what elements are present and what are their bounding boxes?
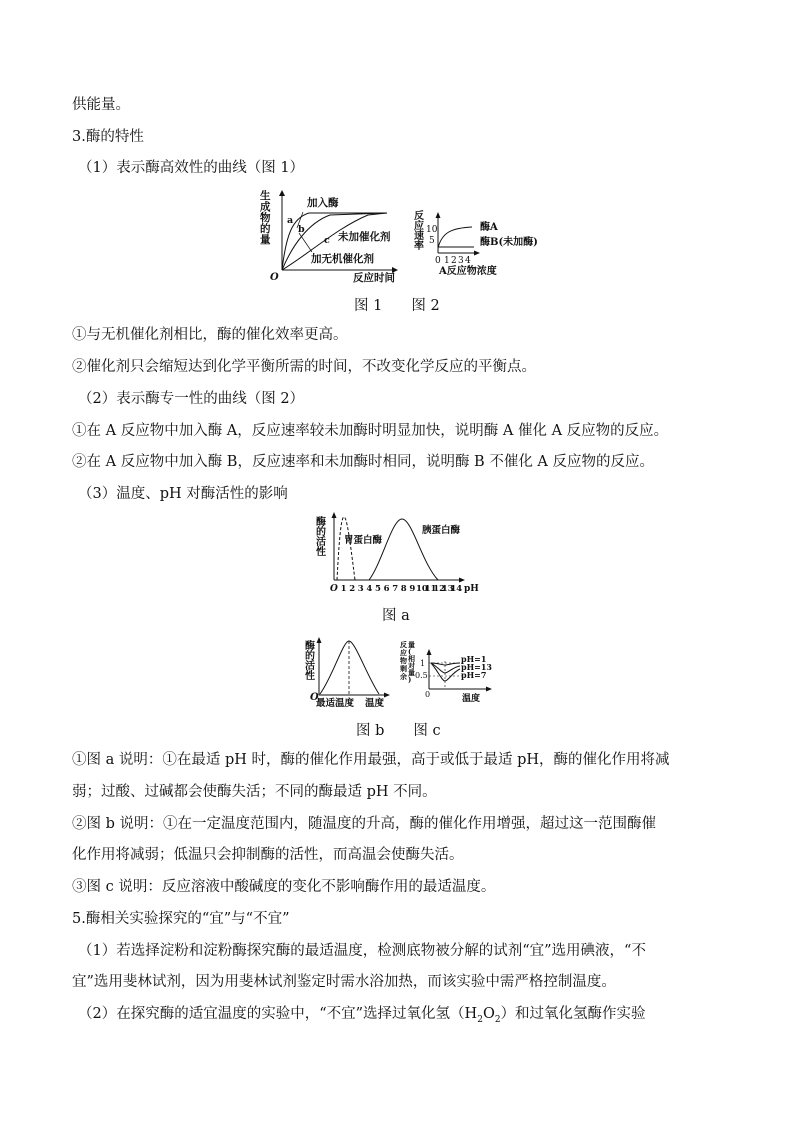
text-line: ②催化剂只会缩短达到化学平衡所需的时间，不改变化学反应的平衡点。 <box>72 359 536 375</box>
fig2-ylabel-char: 反 <box>414 211 424 222</box>
text-segment: ）和过氧化氢酶作实验 <box>500 1006 646 1022</box>
figc-ylabel-char: 应 <box>400 648 407 657</box>
fig2-xtick: 2 <box>451 256 457 266</box>
figc-ylabel-char: 量 <box>408 640 415 649</box>
text-line: ①与无机催化剂相比，酶的催化效率更高。 <box>72 327 348 343</box>
figb-origin: O <box>310 692 319 703</box>
figa-xtick: 5 <box>375 584 381 594</box>
figa-xtick: 3 <box>357 584 364 594</box>
fig2-xtick: 1 <box>444 256 450 266</box>
figa-xtick: 6 <box>383 584 390 594</box>
fig2-xtick: 3 <box>458 256 464 266</box>
fig2-ytick: 5 <box>429 236 435 246</box>
figa-ylabel-char: 酶 <box>316 517 326 528</box>
figa-xticks <box>341 584 463 594</box>
caption-figbc: 图 b 图 c <box>356 723 441 739</box>
text-line: 供能量。 <box>72 97 130 113</box>
figc-ylabel <box>399 640 415 684</box>
fig1-label-none: 未加催化剂 <box>338 231 391 243</box>
fig1-ylabel-char: 物 <box>260 212 271 224</box>
figa-xtick: 1 <box>340 584 347 594</box>
figb-xtick: 最适温度 <box>316 698 355 709</box>
caption-figa: 图 a <box>382 608 410 624</box>
figb-ylabel <box>305 639 315 682</box>
figure-c <box>398 639 498 709</box>
fig1-curve-b: b <box>298 224 305 235</box>
figa-label-trypsin: 胰蛋白酶 <box>422 525 461 536</box>
fig2-ylabel-char: 应 <box>414 221 424 232</box>
figc-ylabel-char: 物 <box>400 656 407 665</box>
fig1-label-enzyme: 加入酶 <box>307 197 339 209</box>
fig2-ylabel-char: 速 <box>414 231 424 242</box>
figa-ylabel <box>316 515 326 558</box>
fig1-curve-a: a <box>287 215 294 226</box>
figa-ylabel-char: 的 <box>316 527 326 538</box>
text-line: 宜”选用斐林试剂，因为用斐林试剂鉴定时需水浴加热，而该实验中需严格控制温度。 <box>72 974 616 990</box>
figa-xtick: 9 <box>409 584 416 594</box>
text-line <box>78 1004 646 1030</box>
figa-xtick: 14 <box>450 584 463 594</box>
figa-xtick: 4 <box>366 584 373 594</box>
figc-series-label: pH=7 <box>461 670 487 680</box>
text-segment: （2）在探究酶的适宜温度的实验中，“不宜”选择过氧化氢（H <box>78 1006 478 1022</box>
figb-ylabel-char: 性 <box>305 671 315 682</box>
fig1-label-inorganic: 加无机催化剂 <box>311 253 374 265</box>
figc-ytick: 0.5 <box>415 671 428 680</box>
figb-ylabel-char: 活 <box>305 661 315 672</box>
figc-series-label: pH=13 <box>461 662 492 672</box>
figb-ylabel-char: 的 <box>305 651 315 662</box>
figc-ylabel-char: 反 <box>400 640 407 649</box>
figa-xtick: 10 <box>416 584 428 594</box>
section-heading: 3.酶的特性 <box>72 129 144 145</box>
fig1-ylabel <box>260 189 271 246</box>
fig1-ylabel-char: 生 <box>260 190 271 202</box>
fig1-ylabel-char: 量 <box>260 234 271 246</box>
figc-xlabel: 温度 <box>462 694 481 704</box>
fig1-ylabel-char: 成 <box>260 201 271 213</box>
figa-xtick: 8 <box>400 584 407 594</box>
figa-xtick: 11 <box>424 584 437 594</box>
subsection-heading: （2）表示酶专一性的曲线（图 2） <box>78 391 305 407</box>
text-line: ①在 A 反应物中加入酶 A，反应速率较未加酶时明显加快，说明酶 A 催化 A 反应物的反应。 <box>72 423 669 439</box>
figc-ylabel-char: 相 <box>408 654 415 663</box>
text-segment: O <box>482 1006 495 1022</box>
figc-ylabel-char: 余 <box>400 672 407 681</box>
figa-xtick: 2 <box>349 584 356 594</box>
text-line: ③图 c 说明：反应溶液中酸碱度的变化不影响酶作用的最适温度。 <box>72 879 496 895</box>
fig2-ytick: 10 <box>426 225 438 235</box>
subsection-heading: （3）温度、pH 对酶活性的影响 <box>78 486 288 502</box>
figure-2 <box>412 210 538 278</box>
text-line: ②图 b 说明：①在一定温度范围内，随温度的升高，酶的催化作用增强，超过这一范围酶催 <box>72 816 656 832</box>
figb-xlabel: 温度 <box>365 698 385 709</box>
fig2-xlabel: A反应物浓度 <box>439 266 497 277</box>
text-line: ②在 A 反应物中加入酶 B，反应速率和未加酶时相同，说明酶 B 不催化 A 反应物的反应。 <box>72 454 655 470</box>
fig2-ylabel <box>414 209 424 252</box>
figc-series-label: pH=1 <box>461 654 487 664</box>
subscript: 2 <box>477 1014 483 1025</box>
figc-origin: 0 <box>425 690 431 699</box>
fig1-curve-c: c <box>324 235 330 246</box>
text-line: 化作用将减弱；低温只会抑制酶的活性，而高温会使酶失活。 <box>72 847 464 863</box>
figa-xtick: 7 <box>392 584 399 594</box>
fig2-ylabel-char: 率 <box>414 241 424 252</box>
fig2-xtick: 4 <box>465 256 471 266</box>
figc-ylabel-char: 量 <box>408 668 415 677</box>
text-line: 弱；过酸、过碱都会使酶失活；不同的酶最适 pH 不同。 <box>72 784 437 800</box>
figa-xtick: 13 <box>441 584 454 594</box>
section-heading: 5.酶相关实验探究的“宜”与“不宜” <box>72 911 290 927</box>
caption-fig12: 图 1 图 2 <box>354 298 440 314</box>
figure-a <box>314 511 480 594</box>
figa-ylabel-char: 性 <box>316 547 326 558</box>
figure-b <box>303 636 398 709</box>
fig2-label-a: 酶A <box>480 222 498 233</box>
figa-ylabel-char: 活 <box>316 537 326 548</box>
figure-1 <box>255 188 400 283</box>
subsection-heading: （1）表示酶高效性的曲线（图 1） <box>78 160 305 176</box>
figb-ylabel-char: 酶 <box>305 641 315 652</box>
figa-label-pepsin: 胃蛋白酶 <box>344 535 383 546</box>
fig2-label-b: 酶B(未加酶) <box>480 237 538 248</box>
fig1-ylabel-char: 的 <box>260 223 271 235</box>
figc-ytick: 1 <box>420 659 426 668</box>
subscript: 2 <box>494 1014 501 1025</box>
text-line: ①图 a 说明：①在最适 pH 时，酶的催化作用最强，高于或低于最适 pH，酶的催化作用将减 <box>72 752 670 768</box>
figc-ylabel-char: ) <box>408 675 412 684</box>
figa-origin: O <box>330 584 338 594</box>
fig1-origin: O <box>270 272 279 283</box>
fig2-origin: 0 <box>435 256 441 266</box>
figc-ylabel-char: 对 <box>408 661 415 670</box>
figa-xunit: pH <box>464 584 479 594</box>
figc-ylabel-char: ( <box>408 647 412 656</box>
figc-ylabel-char: 剩 <box>400 664 407 673</box>
text-line: （1）若选择淀粉和淀粉酶探究酶的最适温度，检测底物被分解的试剂“宜”选用碘液，“不 <box>78 943 646 959</box>
fig1-xlabel: 反应时间 <box>353 272 395 284</box>
figa-xtick: 12 <box>433 584 446 594</box>
